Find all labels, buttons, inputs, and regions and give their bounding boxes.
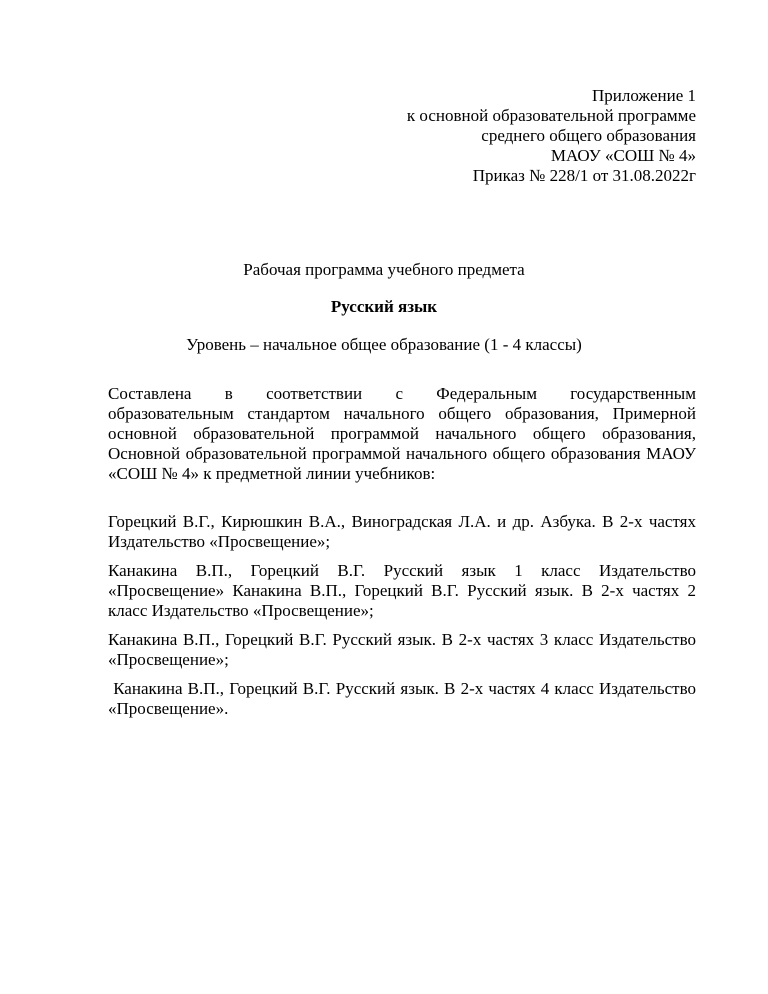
level-title: Уровень – начальное общее образование (1 - 4 классы): [186, 335, 582, 354]
appendix-header: [276, 86, 696, 186]
textbook-item: Канакина В.П., Горецкий В.Г. Русский язык. В 2-х частях 4 класс Издательство «Просвещение».: [108, 679, 701, 718]
intro-first-line: Составлена в соответствии с Федеральным государственным: [108, 384, 696, 403]
subject-title: Русский язык: [330, 297, 438, 316]
intro-rest: образовательным стандартом начального общего образования, Примерной основной образовательной программой начального общего образования, Основной образовательной программой начального общего образования МАОУ «СОШ № 4» к предметной линии учебников:: [108, 404, 696, 483]
appendix-school: МАОУ «СОШ № 4»: [550, 146, 696, 165]
textbook-item: Горецкий В.Г., Кирюшкин В.А., Виноградская Л.А. и др. Азбука. В 2-х частях Издательство «Просвещение»;: [108, 512, 696, 551]
textbook-item: Канакина В.П., Горецкий В.Г. Русский язык 1 класс Издательство «Просвещение» Канакина В.П., Горецкий В.Г. Русский язык. В 2-х частях 2 класс Издательство «Просвещение»;: [108, 561, 696, 620]
intro-paragraph: [108, 384, 696, 484]
appendix-education-level: среднего общего образования: [481, 126, 696, 145]
appendix-number: Приложение 1: [592, 86, 696, 105]
appendix-order: Приказ № 228/1 от 31.08.2022г: [472, 166, 696, 185]
textbook-item: Канакина В.П., Горецкий В.Г. Русский язык. В 2-х частях 3 класс Издательство «Просвещение»;: [108, 630, 696, 669]
appendix-program: к основной образовательной программе: [406, 106, 696, 125]
program-title: Рабочая программа учебного предмета: [243, 260, 525, 279]
